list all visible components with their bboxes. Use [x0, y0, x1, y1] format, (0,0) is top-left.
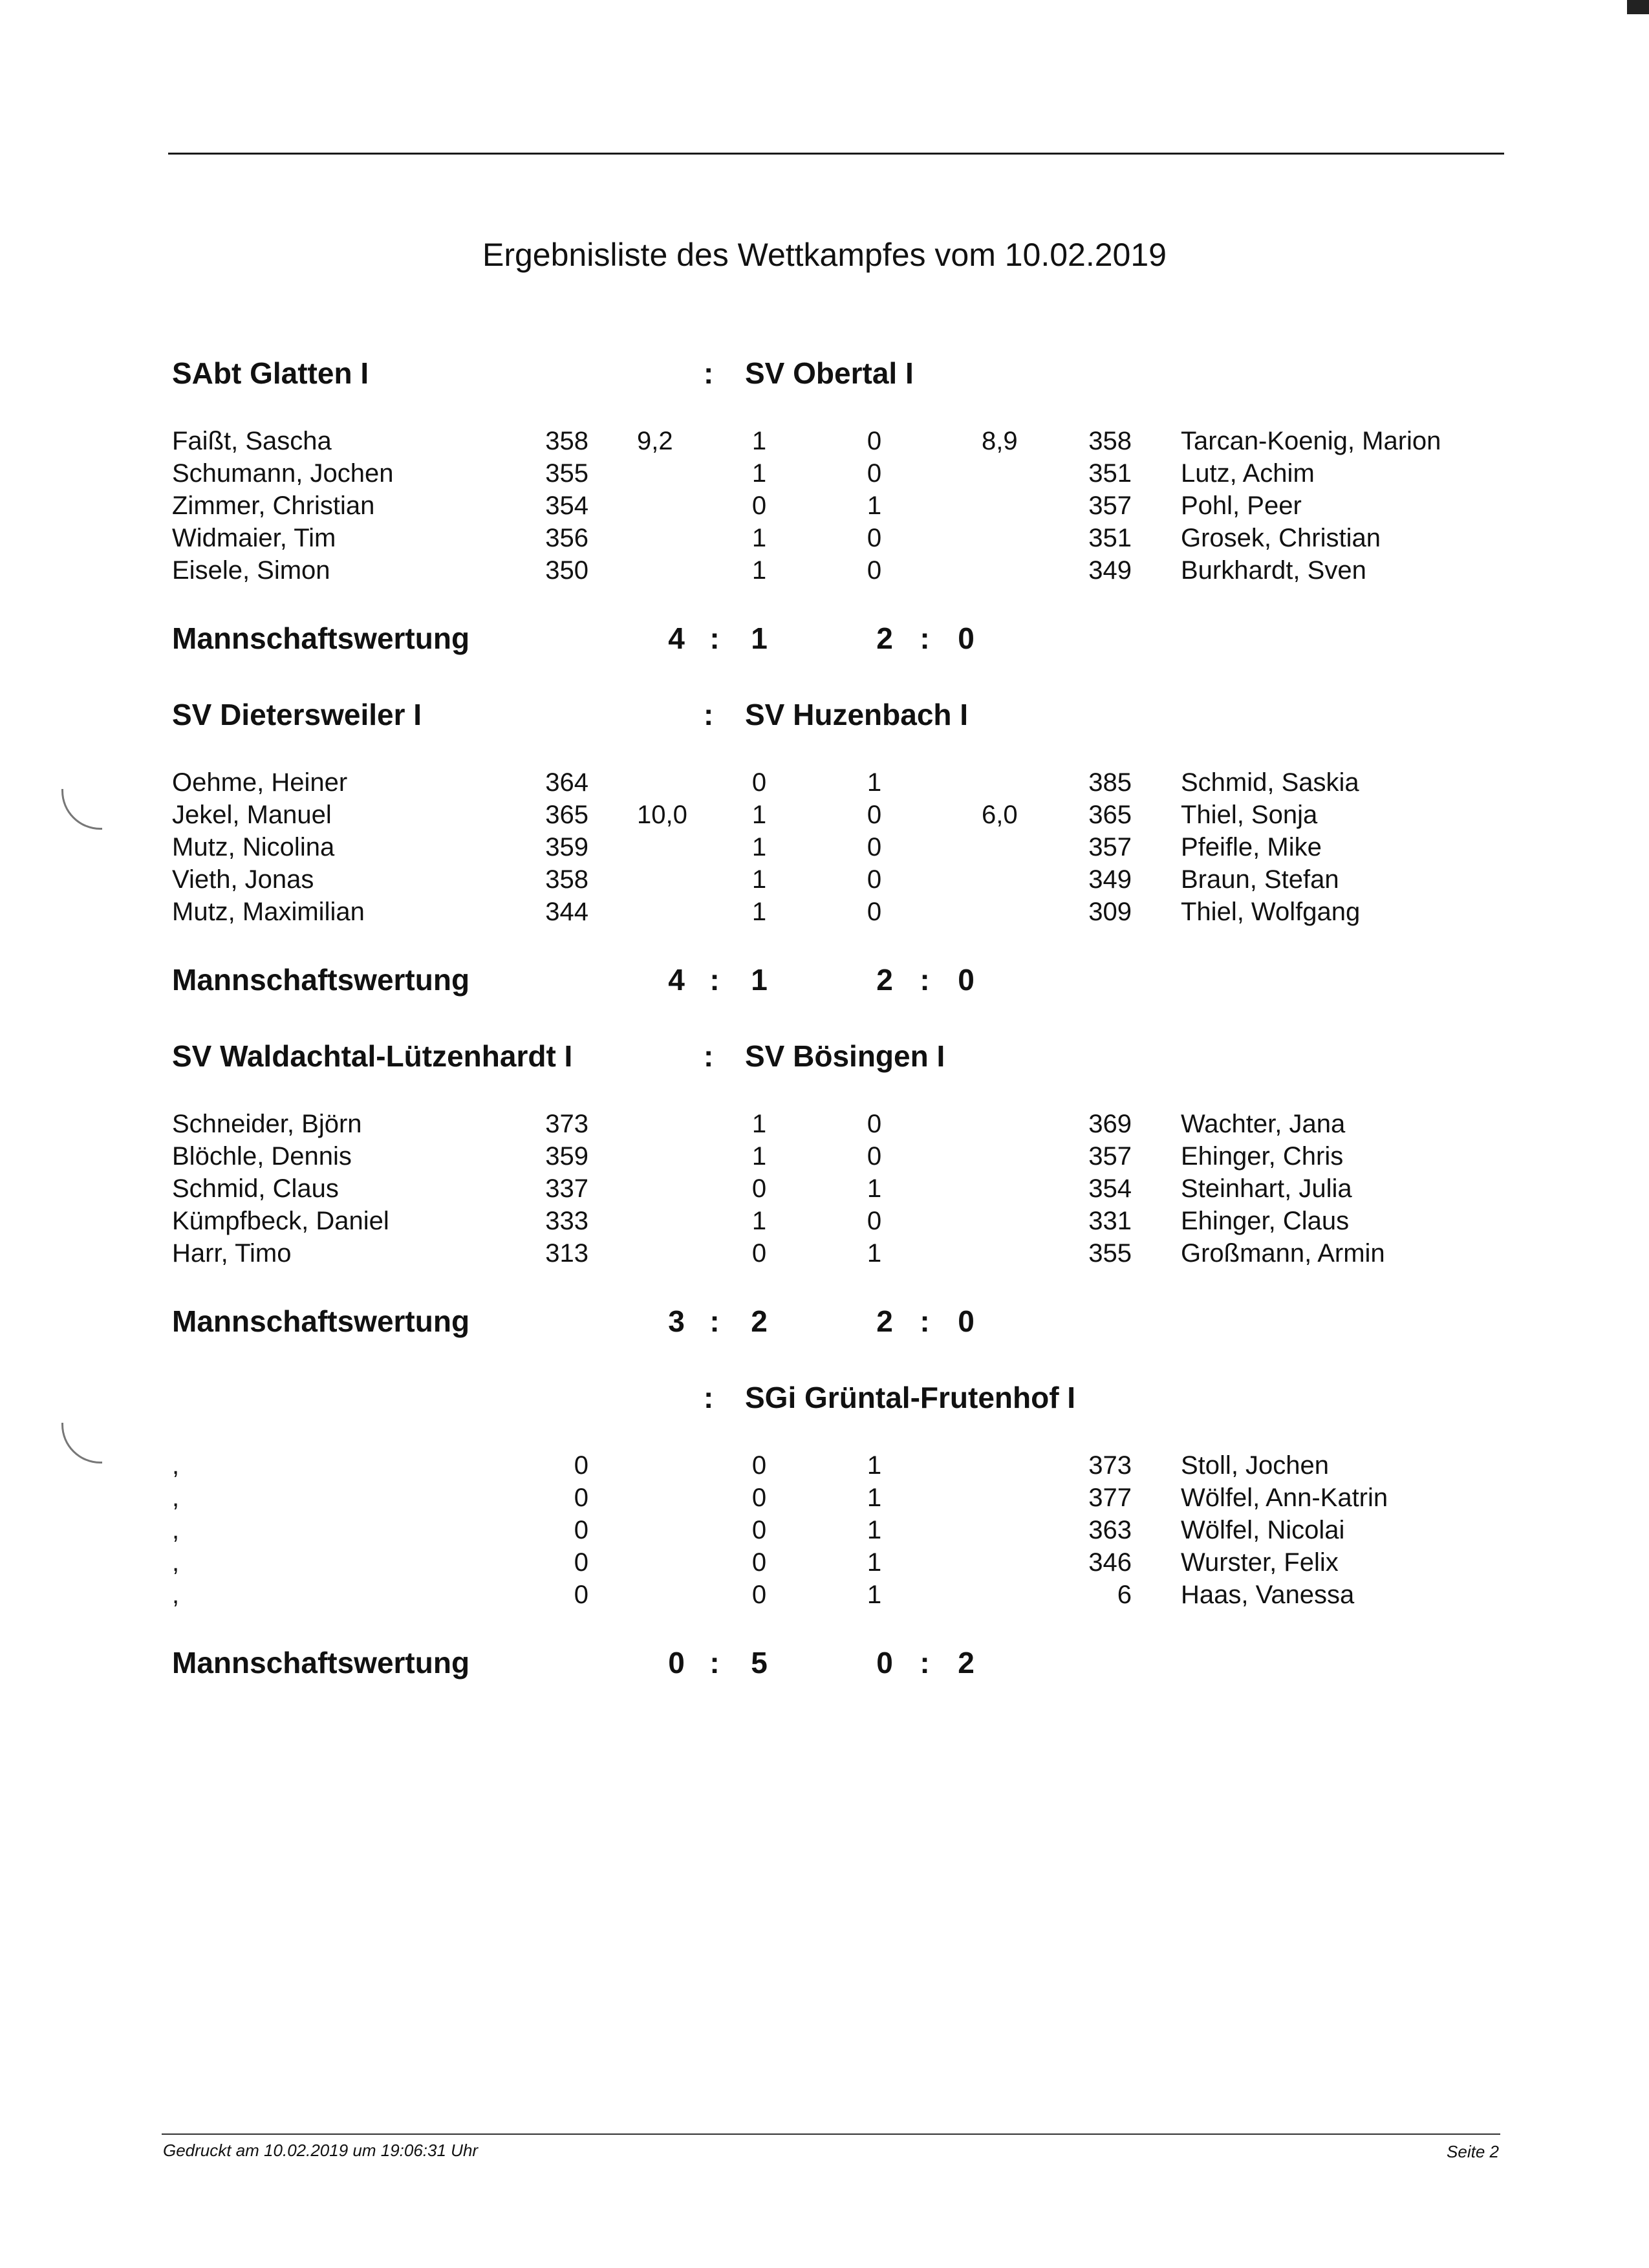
guest-team-name: SV Huzenbach I: [745, 698, 969, 731]
home-team-name: SAbt Glatten I: [172, 356, 369, 390]
team-points-guest-value: 2: [958, 1646, 975, 1679]
guest-shooter-name: Wurster, Felix: [1181, 1548, 1339, 1577]
home-point-value: 1: [751, 1142, 767, 1171]
guest-point-value: 1: [867, 1581, 882, 1609]
match-block: [0, 356, 1649, 718]
guest-shooter-name: Großmann, Armin: [1181, 1239, 1385, 1268]
home-point-value: 1: [751, 801, 767, 829]
score-separator-value: :: [709, 621, 720, 655]
guest-point-value: 1: [867, 1548, 882, 1577]
home-rings: 313: [545, 1239, 588, 1268]
home-shooter-name: ,: [172, 1548, 180, 1577]
match-block: [0, 1039, 1649, 1401]
home-point-value: 1: [751, 524, 767, 552]
home-decider-shot: 10,0: [637, 801, 687, 829]
team-points-home-value: 0: [876, 1646, 893, 1679]
home-point-value: 0: [751, 768, 767, 797]
home-rings: 365: [545, 801, 588, 829]
guest-decider-shot: 8,9: [982, 427, 1018, 455]
guest-rings: 385: [1088, 768, 1132, 797]
home-rings: 364: [545, 768, 588, 797]
home-shooter-name: Blöchle, Dennis: [172, 1142, 352, 1171]
score-separator-value: :: [920, 1646, 930, 1679]
guest-shooter-name: Thiel, Sonja: [1181, 801, 1318, 829]
home-shooter-name: Widmaier, Tim: [172, 524, 336, 552]
individual-score-guest-value: 2: [751, 1304, 768, 1338]
guest-rings: 331: [1088, 1207, 1132, 1235]
result-row: [0, 1581, 1649, 1613]
home-point-value: 1: [751, 459, 767, 488]
home-shooter-name: ,: [172, 1581, 180, 1609]
result-row: [0, 1239, 1649, 1271]
home-shooter-name: Vieth, Jonas: [172, 865, 314, 894]
team-score-row: [0, 1304, 1649, 1343]
guest-rings: 357: [1088, 1142, 1132, 1171]
team-score-label: Mannschaftswertung: [172, 1646, 470, 1679]
result-row: [0, 491, 1649, 524]
guest-rings: 373: [1088, 1451, 1132, 1480]
score-separator-value: :: [709, 1646, 720, 1679]
guest-team-name: SGi Grüntal-Frutenhof I: [745, 1381, 1076, 1414]
home-shooter-name: ,: [172, 1451, 180, 1480]
home-point-value: 0: [751, 1548, 767, 1577]
home-rings: 0: [574, 1581, 588, 1609]
guest-rings: 354: [1088, 1174, 1132, 1203]
home-rings: 359: [545, 1142, 588, 1171]
score-separator-value: :: [709, 1304, 720, 1338]
scan-edge-mark: [1627, 0, 1649, 14]
result-row: [0, 833, 1649, 865]
team-points-guest-value: 0: [958, 963, 975, 997]
printed-timestamp: Gedruckt am 10.02.2019 um 19:06:31 Uhr: [163, 2141, 479, 2160]
guest-shooter-name: Braun, Stefan: [1181, 865, 1339, 894]
home-rings: 0: [574, 1548, 588, 1577]
home-point-value: 0: [751, 491, 767, 520]
home-shooter-name: Schneider, Björn: [172, 1110, 362, 1138]
guest-rings: 363: [1088, 1516, 1132, 1544]
individual-score-home-value: 4: [668, 621, 685, 655]
score-separator-value: :: [920, 1304, 930, 1338]
guest-point-value: 0: [867, 1207, 882, 1235]
home-point-value: 1: [751, 427, 767, 455]
team-score-row: [0, 621, 1649, 660]
guest-shooter-name: Grosek, Christian: [1181, 524, 1381, 552]
footer-rule: [162, 2133, 1500, 2135]
home-shooter-name: Schmid, Claus: [172, 1174, 339, 1203]
guest-point-value: 0: [867, 459, 882, 488]
team-score-row: [0, 1645, 1649, 1684]
guest-shooter-name: Steinhart, Julia: [1181, 1174, 1352, 1203]
result-row: [0, 1548, 1649, 1581]
team-score-label: Mannschaftswertung: [172, 963, 470, 997]
individual-score-guest-value: 5: [751, 1646, 768, 1679]
score-separator-value: :: [709, 963, 720, 997]
result-row: [0, 898, 1649, 930]
result-row: [0, 427, 1649, 459]
guest-rings: 355: [1088, 1239, 1132, 1268]
individual-score-guest-value: 1: [751, 963, 768, 997]
match-block: [0, 697, 1649, 1059]
guest-rings: 369: [1088, 1110, 1132, 1138]
home-rings: 333: [545, 1207, 588, 1235]
team-separator: :: [704, 698, 714, 731]
guest-rings: 365: [1088, 801, 1132, 829]
team-points-home-value: 2: [876, 1304, 893, 1338]
guest-point-value: 1: [867, 1484, 882, 1512]
guest-shooter-name: Ehinger, Chris: [1181, 1142, 1344, 1171]
guest-shooter-name: Wölfel, Ann-Katrin: [1181, 1484, 1388, 1512]
team-points-guest-value: 0: [958, 621, 975, 655]
home-shooter-name: Mutz, Maximilian: [172, 898, 365, 926]
home-point-value: 1: [751, 833, 767, 861]
home-rings: 359: [545, 833, 588, 861]
guest-rings: 309: [1088, 898, 1132, 926]
guest-shooter-name: Lutz, Achim: [1181, 459, 1315, 488]
guest-decider-shot: 6,0: [982, 801, 1018, 829]
guest-team-name: SV Bösingen I: [745, 1039, 945, 1073]
result-row: [0, 1451, 1649, 1484]
home-shooter-name: Mutz, Nicolina: [172, 833, 335, 861]
guest-point-value: 0: [867, 801, 882, 829]
home-point-value: 0: [751, 1174, 767, 1203]
guest-point-value: 0: [867, 427, 882, 455]
result-row: [0, 1484, 1649, 1516]
team-score-label: Mannschaftswertung: [172, 1304, 470, 1338]
guest-point-value: 1: [867, 491, 882, 520]
home-decider-shot: 9,2: [637, 427, 673, 455]
guest-team-name: SV Obertal I: [745, 356, 914, 390]
home-shooter-name: Oehme, Heiner: [172, 768, 348, 797]
team-separator: :: [704, 356, 714, 390]
result-row: [0, 1110, 1649, 1142]
home-rings: 344: [545, 898, 588, 926]
team-score-row: [0, 962, 1649, 1001]
home-rings: 373: [545, 1110, 588, 1138]
home-shooter-name: Faißt, Sascha: [172, 427, 332, 455]
guest-rings: 346: [1088, 1548, 1132, 1577]
result-row: [0, 865, 1649, 898]
home-point-value: 1: [751, 1207, 767, 1235]
guest-point-value: 0: [867, 1110, 882, 1138]
home-shooter-name: Zimmer, Christian: [172, 491, 375, 520]
guest-point-value: 0: [867, 833, 882, 861]
result-row: [0, 524, 1649, 556]
score-separator-value: :: [920, 621, 930, 655]
home-team-name: SV Dietersweiler I: [172, 698, 422, 731]
guest-rings: 377: [1088, 1484, 1132, 1512]
guest-point-value: 0: [867, 524, 882, 552]
result-row: [0, 1142, 1649, 1174]
guest-point-value: 1: [867, 1239, 882, 1268]
team-separator: :: [704, 1039, 714, 1073]
guest-point-value: 0: [867, 898, 882, 926]
home-shooter-name: Kümpfbeck, Daniel: [172, 1207, 389, 1235]
guest-point-value: 0: [867, 865, 882, 894]
result-row: [0, 801, 1649, 833]
home-point-value: 0: [751, 1484, 767, 1512]
home-rings: 358: [545, 427, 588, 455]
result-row: [0, 1207, 1649, 1239]
guest-shooter-name: Burkhardt, Sven: [1181, 556, 1366, 585]
guest-shooter-name: Pohl, Peer: [1181, 491, 1302, 520]
guest-shooter-name: Tarcan-Koenig, Marion: [1181, 427, 1441, 455]
home-point-value: 0: [751, 1451, 767, 1480]
guest-point-value: 1: [867, 1516, 882, 1544]
result-row: [0, 459, 1649, 491]
home-rings: 356: [545, 524, 588, 552]
home-rings: 337: [545, 1174, 588, 1203]
guest-shooter-name: Wachter, Jana: [1181, 1110, 1346, 1138]
home-shooter-name: ,: [172, 1484, 180, 1512]
guest-shooter-name: Ehinger, Claus: [1181, 1207, 1350, 1235]
home-rings: 354: [545, 491, 588, 520]
guest-point-value: 1: [867, 1451, 882, 1480]
header-rule: [168, 153, 1504, 155]
guest-shooter-name: Thiel, Wolfgang: [1181, 898, 1361, 926]
team-points-home-value: 2: [876, 963, 893, 997]
guest-rings: 351: [1088, 459, 1132, 488]
page-title: Ergebnisliste des Wettkampfes vom 10.02.2019: [482, 237, 1167, 273]
result-row: [0, 1174, 1649, 1207]
guest-point-value: 0: [867, 556, 882, 585]
guest-rings: 349: [1088, 556, 1132, 585]
home-point-value: 0: [751, 1516, 767, 1544]
guest-shooter-name: Haas, Vanessa: [1181, 1581, 1355, 1609]
guest-shooter-name: Wölfel, Nicolai: [1181, 1516, 1345, 1544]
guest-shooter-name: Pfeifle, Mike: [1181, 833, 1322, 861]
guest-rings: 351: [1088, 524, 1132, 552]
home-rings: 0: [574, 1516, 588, 1544]
home-rings: 0: [574, 1484, 588, 1512]
home-shooter-name: Harr, Timo: [172, 1239, 292, 1268]
match-block: [0, 1380, 1649, 1742]
guest-rings: 349: [1088, 865, 1132, 894]
home-point-value: 0: [751, 1581, 767, 1609]
team-points-home-value: 2: [876, 621, 893, 655]
result-row: [0, 1516, 1649, 1548]
home-team-name: SV Waldachtal-Lützenhardt I: [172, 1039, 573, 1073]
result-row: [0, 556, 1649, 589]
home-point-value: 0: [751, 1239, 767, 1268]
result-row: [0, 768, 1649, 801]
individual-score-home-value: 0: [668, 1646, 685, 1679]
home-shooter-name: ,: [172, 1516, 180, 1544]
home-rings: 355: [545, 459, 588, 488]
page-number: Seite 2: [1447, 2142, 1499, 2161]
home-shooter-name: Jekel, Manuel: [172, 801, 332, 829]
home-point-value: 1: [751, 556, 767, 585]
team-score-label: Mannschaftswertung: [172, 621, 470, 655]
guest-rings: 6: [1117, 1581, 1132, 1609]
guest-point-value: 1: [867, 768, 882, 797]
home-point-value: 1: [751, 898, 767, 926]
home-rings: 0: [574, 1451, 588, 1480]
guest-point-value: 0: [867, 1142, 882, 1171]
guest-shooter-name: Schmid, Saskia: [1181, 768, 1359, 797]
score-separator-value: :: [920, 963, 930, 997]
home-shooter-name: Schumann, Jochen: [172, 459, 394, 488]
home-shooter-name: Eisele, Simon: [172, 556, 330, 585]
individual-score-guest-value: 1: [751, 621, 768, 655]
guest-point-value: 1: [867, 1174, 882, 1203]
team-points-guest-value: 0: [958, 1304, 975, 1338]
home-point-value: 1: [751, 1110, 767, 1138]
home-point-value: 1: [751, 865, 767, 894]
individual-score-home-value: 4: [668, 963, 685, 997]
guest-rings: 358: [1088, 427, 1132, 455]
guest-rings: 357: [1088, 491, 1132, 520]
individual-score-home-value: 3: [668, 1304, 685, 1338]
guest-shooter-name: Stoll, Jochen: [1181, 1451, 1330, 1480]
home-rings: 350: [545, 556, 588, 585]
home-rings: 358: [545, 865, 588, 894]
guest-rings: 357: [1088, 833, 1132, 861]
team-separator: :: [704, 1381, 714, 1414]
